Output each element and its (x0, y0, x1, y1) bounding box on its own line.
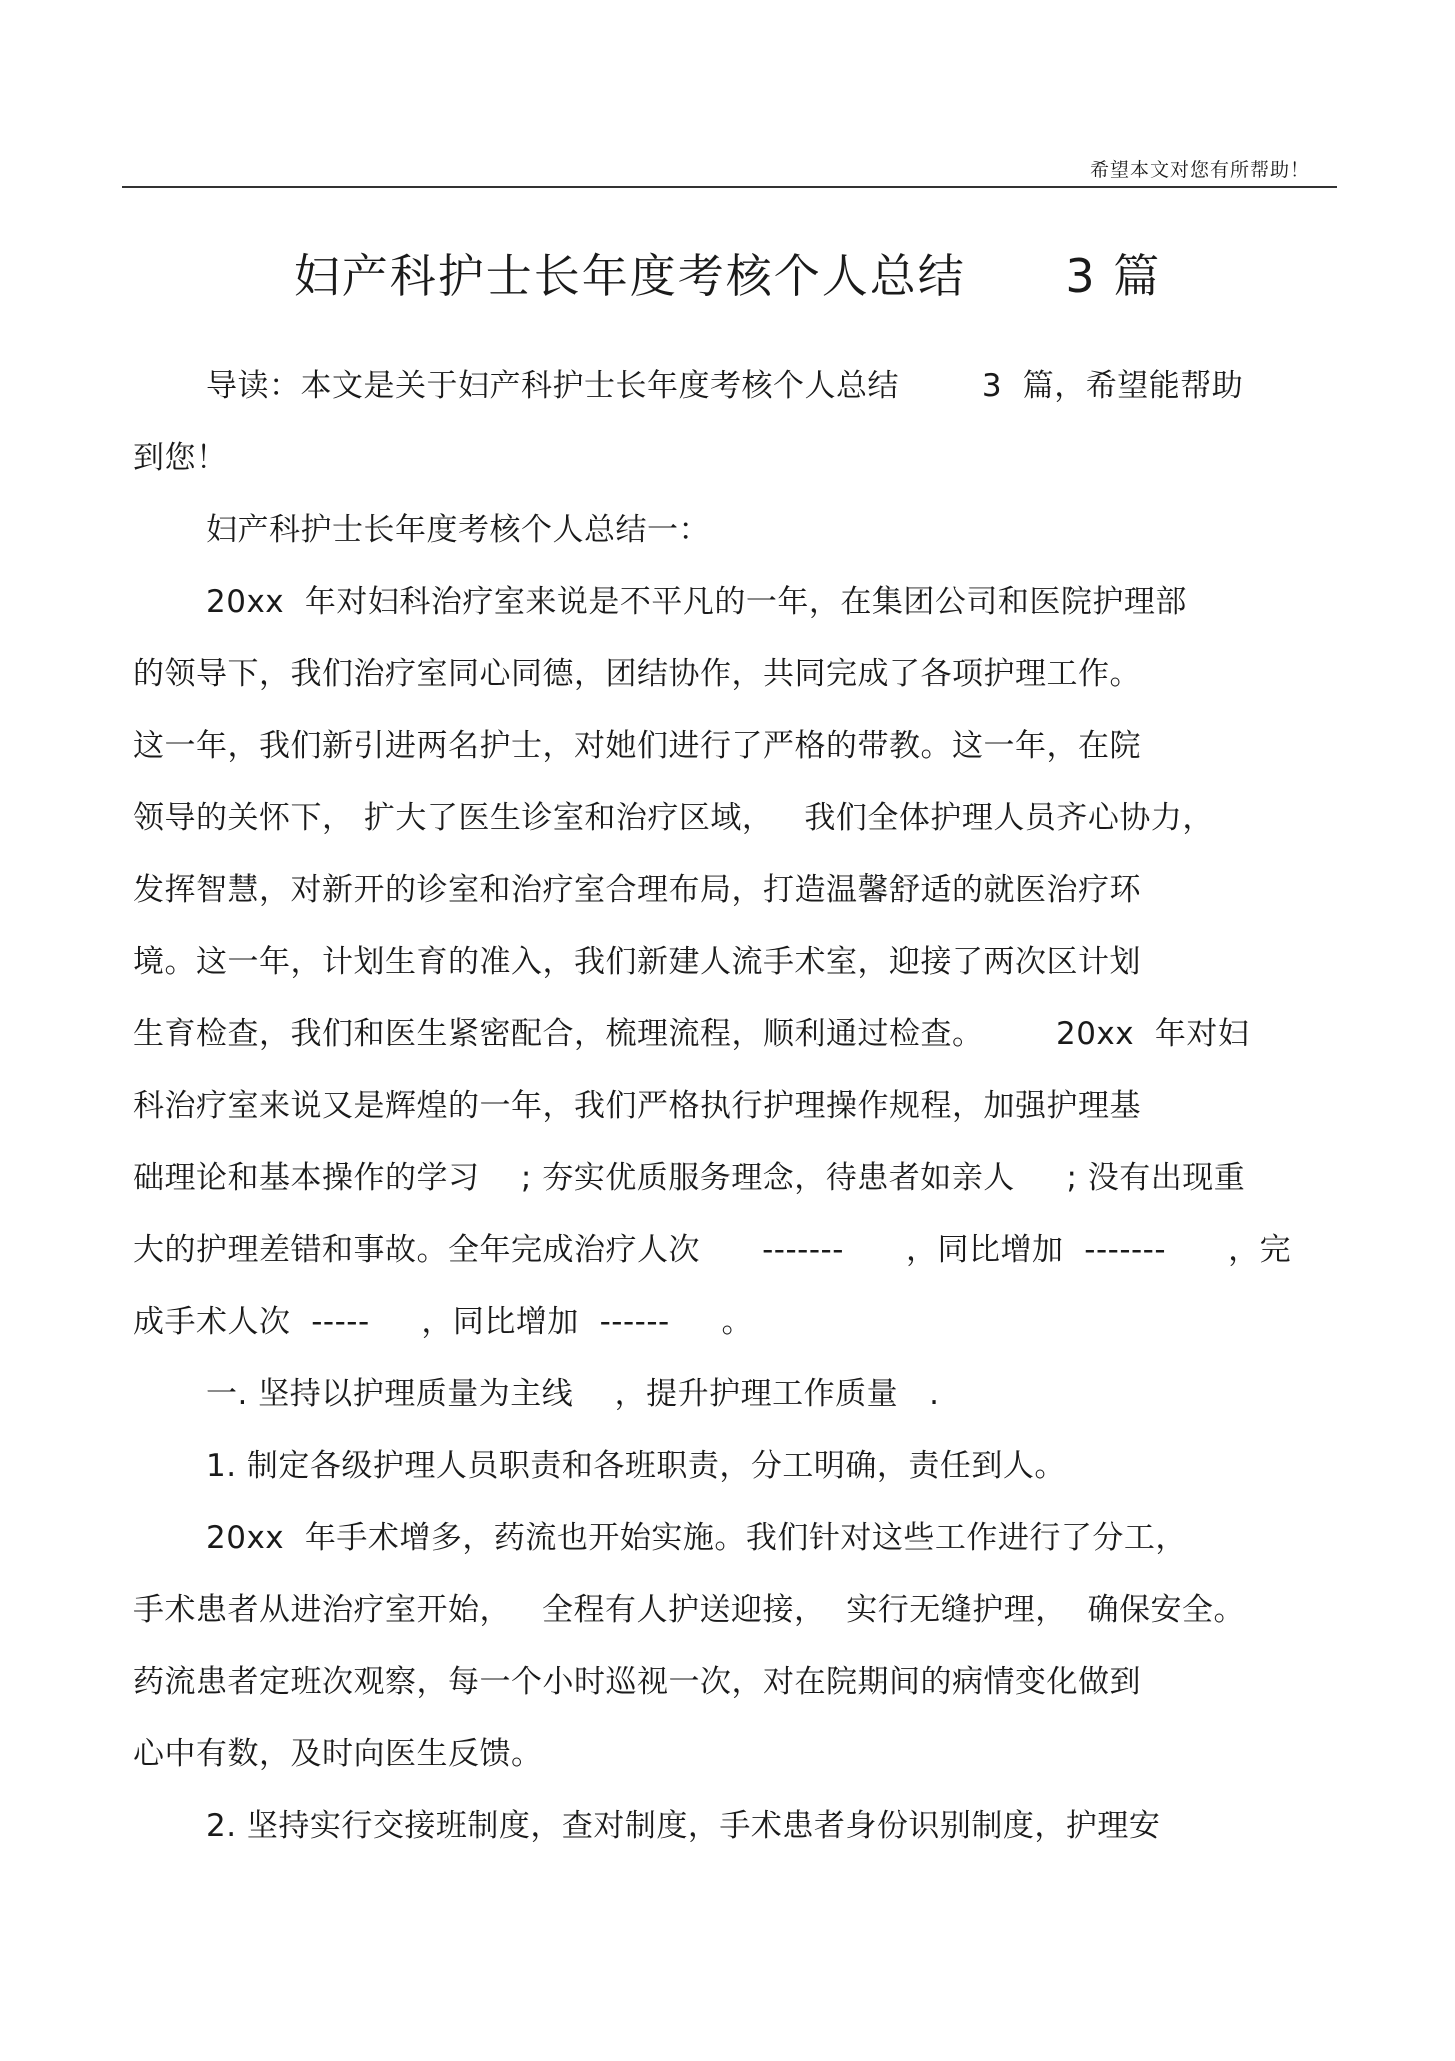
body-line: 大的护理差错和事故。全年完成治疗人次 ------- ，同比增加 ------- ，完 (133, 1232, 1292, 1268)
body-line: 成手术人次 ----- ，同比增加 ------ 。 (133, 1304, 754, 1340)
body-line: 境。这一年，计划生育的准入，我们新建人流手术室，迎接了两次区计划 (133, 944, 1141, 980)
body-line: 导读：本文是关于妇产科护士长年度考核个人总结 3 篇，希望能帮助 (206, 368, 1244, 404)
list-item: 2. 坚持实行交接班制度，查对制度，手术患者身份识别制度，护理安 (206, 1808, 1161, 1844)
body-line: 手术患者从进治疗室开始， 全程有人护送迎接， 实行无缝护理， 确保安全。 (133, 1592, 1245, 1628)
body-line: 础理论和基本操作的学习 ; 夯实优质服务理念，待患者如亲人 ; 没有出现重 (133, 1160, 1246, 1196)
header-note: 希望本文对您有所帮助！ (1089, 159, 1310, 181)
body-line: 20xx 年对妇科治疗室来说是不平凡的一年，在集团公司和医院护理部 (206, 584, 1187, 620)
body-line: 科治疗室来说又是辉煌的一年，我们严格执行护理操作规程，加强护理基 (133, 1088, 1141, 1124)
section-heading: 妇产科护士长年度考核个人总结一： (206, 512, 710, 548)
body-line: 药流患者定班次观察，每一个小时巡视一次，对在院期间的病情变化做到 (133, 1664, 1141, 1700)
section-heading: 一. 坚持以护理质量为主线 ，提升护理工作质量 . (206, 1376, 940, 1412)
list-item: 1. 制定各级护理人员职责和各班职责，分工明确，责任到人。 (206, 1448, 1066, 1484)
body-line: 到您！ (133, 440, 228, 476)
body-line: 这一年，我们新引进两名护士，对她们进行了严格的带教。这一年，在院 (133, 728, 1141, 764)
document-title: 妇产科护士长年度考核个人总结 3 篇 (293, 249, 1162, 303)
document-body (133, 350, 1333, 1862)
body-line: 生育检查，我们和医生紧密配合，梳理流程，顺利通过检查。 20xx 年对妇 (133, 1016, 1250, 1052)
body-line: 的领导下，我们治疗室同心同德，团结协作，共同完成了各项护理工作。 (133, 656, 1141, 692)
body-line: 心中有数，及时向医生反馈。 (133, 1736, 543, 1772)
body-line: 发挥智慧，对新开的诊室和治疗室合理布局，打造温馨舒适的就医治疗环 (133, 872, 1141, 908)
body-line: 领导的关怀下， 扩大了医生诊室和治疗区域， 我们全体护理人员齐心协力， (133, 800, 1214, 836)
header-divider (122, 186, 1337, 188)
body-line: 20xx 年手术增多，药流也开始实施。我们针对这些工作进行了分工， (206, 1520, 1187, 1556)
